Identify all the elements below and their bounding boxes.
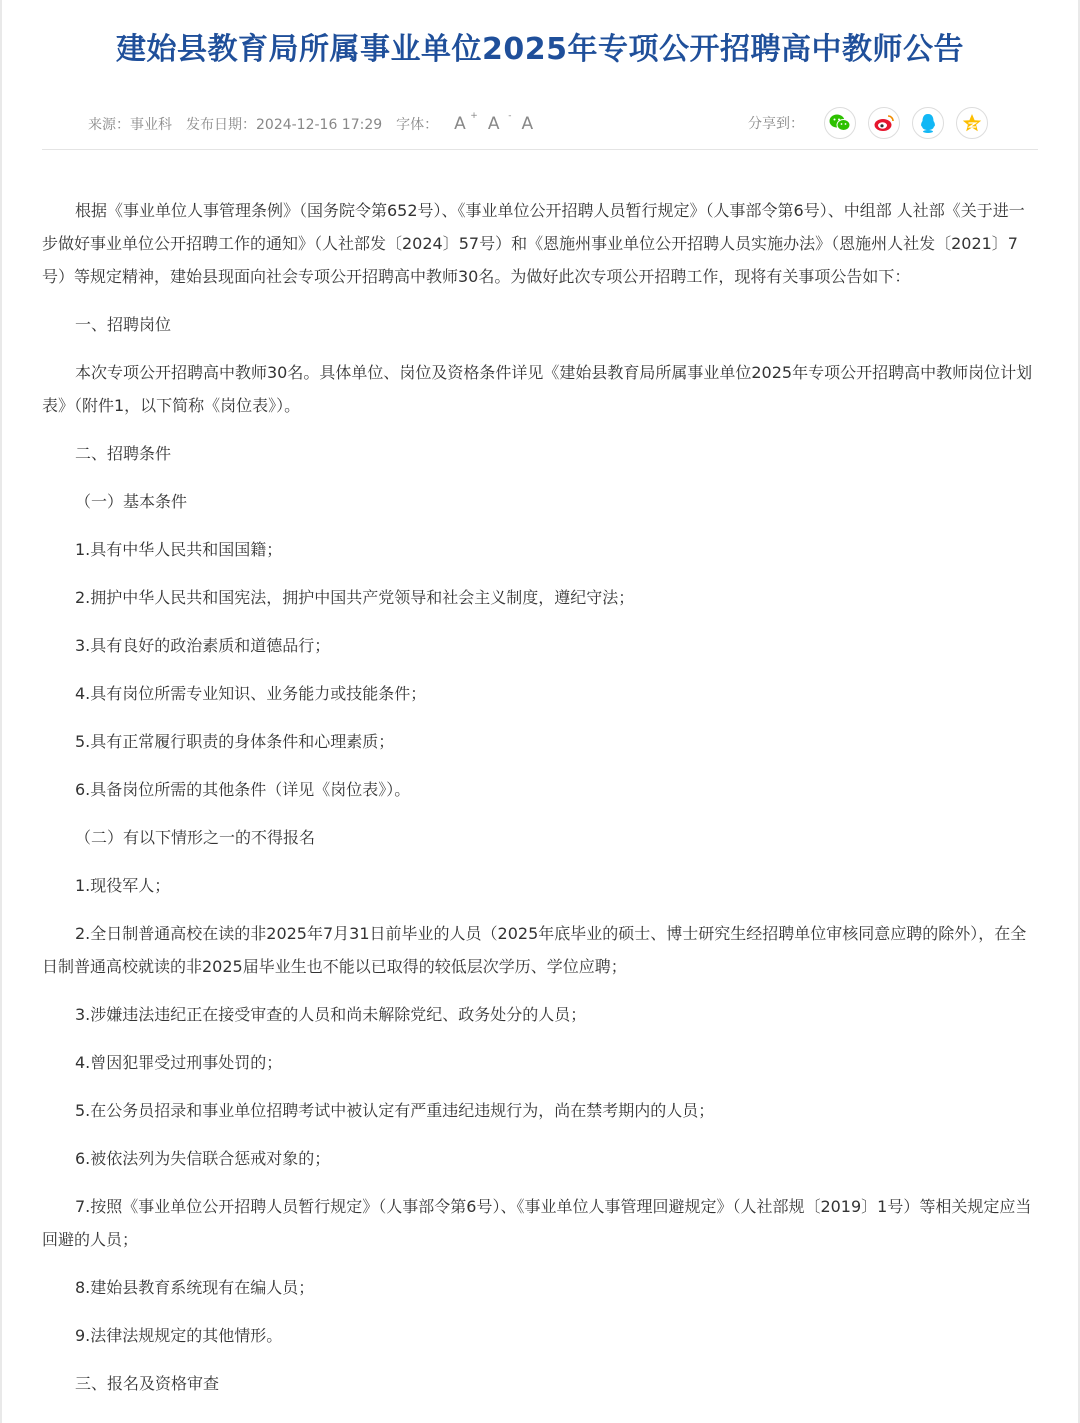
list-item: 1.具有中华人民共和国国籍； xyxy=(75,540,283,559)
share-bar xyxy=(748,107,988,139)
list-item: 1.现役军人； xyxy=(75,876,171,895)
list-item: 6.具备岗位所需的其他条件（详见《岗位表》）。 xyxy=(75,780,411,799)
section-heading: 一、招聘岗位 xyxy=(75,315,172,334)
article-title: 建始县教育局所属事业单位2025年专项公开招聘高中教师公告 xyxy=(116,32,964,67)
list-item: 5.具有正常履行职责的身体条件和心理素质； xyxy=(75,732,395,751)
list-item: 2.全日制普通高校在读的非2025年7月31日前毕业的人员（2025年底毕业的硕士、博士研究生经招聘单位审核同意应聘的除外），在全日制普通高校就读的非2025届毕业生也不能以已取得的较低层次学历、学位应聘； xyxy=(42,924,1027,976)
list-item: 6.被依法列为失信联合惩戒对象的； xyxy=(75,1149,331,1168)
subsection-heading: （一）基本条件 xyxy=(75,492,188,511)
intro-paragraph: 根据《事业单位人事管理条例》（国务院令第652号）、《事业单位公开招聘人员暂行规定》（人事部令第6号）、中组部 人社部《关于进一步做好事业单位公开招聘工作的通知》（人社部发〔2024〕57号）和《恩施州事业单位公开招聘人员实施办法》（恩施州人社发〔2021〕7号）等规定精神，建始县现面向社会专项公开招聘高中教师30名。为做好此次专项公开招聘工作，现将有关事项公告如下： xyxy=(42,201,1025,286)
share-label: 分享到： xyxy=(748,116,804,132)
subsection-heading: （二）有以下情形之一的不得报名 xyxy=(75,828,316,847)
list-item: 4.曾因犯罪受过刑事处罚的； xyxy=(75,1053,283,1072)
article-body xyxy=(42,194,1038,1415)
font-size-small-button[interactable]: A - xyxy=(487,111,512,134)
font-size-label: 字体： xyxy=(396,117,439,133)
article-meta xyxy=(88,112,539,136)
section-heading: 三、报名及资格审查 xyxy=(75,1374,220,1393)
source-label: 来源：事业科 xyxy=(88,117,172,133)
qzone-icon[interactable] xyxy=(956,107,988,139)
list-item: 5.在公务员招录和事业单位招聘考试中被认定有严重违纪违规行为，尚在禁考期内的人员； xyxy=(75,1101,715,1120)
list-item: 2.拥护中华人民共和国宪法，拥护中国共产党领导和社会主义制度，遵纪守法； xyxy=(75,588,635,607)
body-paragraph: 本次专项公开招聘高中教师30名。具体单位、岗位及资格条件详见《建始县教育局所属事业单位2025年专项公开招聘高中教师岗位计划表》（附件1，以下简称《岗位表》）。 xyxy=(42,363,1033,415)
font-size-default-button[interactable]: A xyxy=(521,114,534,134)
header-divider xyxy=(42,149,1038,150)
list-item: 9.法律法规规定的其他情形。 xyxy=(75,1326,283,1345)
font-size-large-button[interactable]: A + xyxy=(454,111,478,134)
publish-date: 发布日期：2024-12-16 17:29 xyxy=(186,117,383,133)
left-border xyxy=(0,0,2,1423)
wechat-icon[interactable] xyxy=(824,107,856,139)
section-heading: 二、招聘条件 xyxy=(75,444,172,463)
list-item: 8.建始县教育系统现有在编人员； xyxy=(75,1278,315,1297)
list-item: 4.具有岗位所需专业知识、业务能力或技能条件； xyxy=(75,684,427,703)
list-item: 7.按照《事业单位公开招聘人员暂行规定》（人事部令第6号）、《事业单位人事管理回避规定》（人社部规〔2019〕1号）等相关规定应当回避的人员； xyxy=(42,1197,1032,1249)
qq-icon[interactable] xyxy=(912,107,944,139)
weibo-icon[interactable] xyxy=(868,107,900,139)
list-item: 3.具有良好的政治素质和道德品行； xyxy=(75,636,331,655)
list-item: 3.涉嫌违法违纪正在接受审查的人员和尚未解除党纪、政务处分的人员； xyxy=(75,1005,587,1024)
